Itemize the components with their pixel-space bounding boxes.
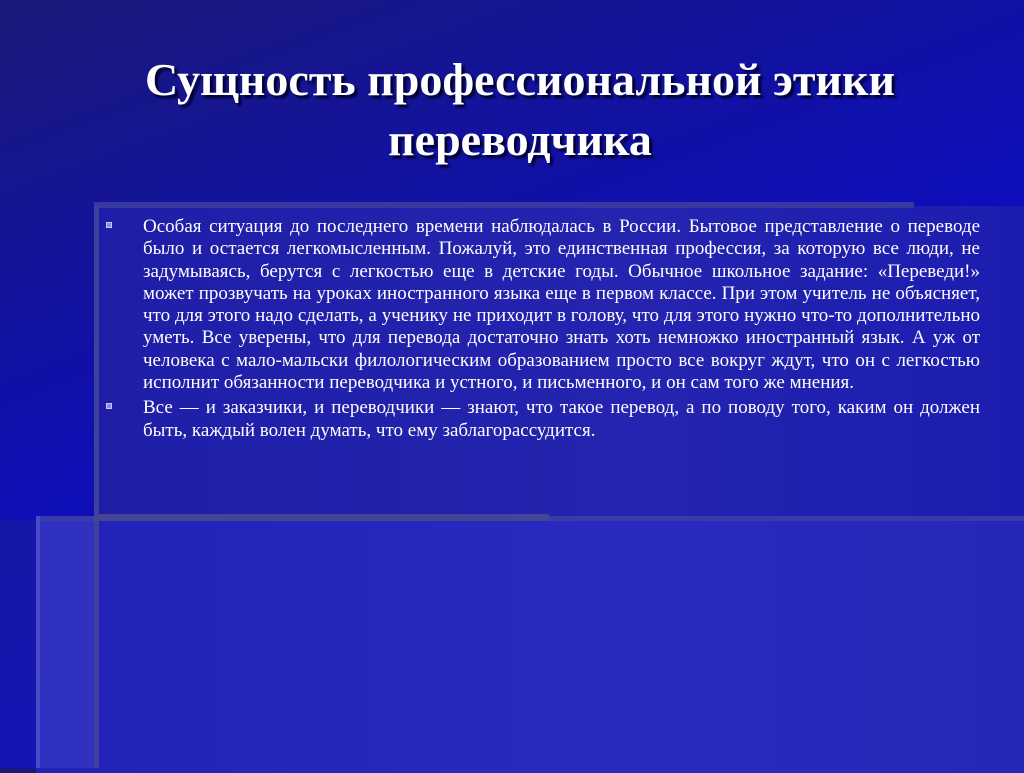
decorative-bottom-panel	[36, 516, 1024, 773]
decorative-top-bar	[94, 202, 914, 208]
slide-title: Сущность профессиональной этики переводчика	[144, 54, 895, 165]
bullet-square-icon	[104, 397, 143, 419]
bullet-item	[104, 216, 980, 394]
decorative-bottom-inner-strip	[40, 521, 95, 768]
bullet-item	[104, 397, 980, 442]
decorative-left-shade	[0, 520, 40, 768]
bullet-square-icon	[104, 216, 143, 238]
bullet-text: Все — и заказчики, и переводчики — знают, что такое перевод, а по поводу того, каким он должен быть, каждый волен думать, что ему заблагорассудится.	[143, 397, 980, 441]
bullet-text: Особая ситуация до последнего времени наблюдалась в России. Бытовое представление о переводе было и остается легкомысленным. Пожалуй, это единственная профессия, за которую все люди, не задумываясь, берутся с легкостью еще в детские годы. Обычное школьное задание: «Переведи!» может прозвучать на уроках иностранного языка еще в первом классе. При этом учитель не объясняет, что для этого надо сделать, а ученику не приходит в голову, что для этого нужно что-то дополнительно уметь. Все уверены, что для перевода достаточно знать хоть немножко иностранный язык. А уж от человека с мало-мальски филологическим образованием просто все вокруг ждут, что он с легкостью исполнит обязанности переводчика и устного, и письменного, и он сам того же мнения.	[143, 216, 980, 394]
slide-content	[104, 216, 980, 445]
decorative-middle-bar	[94, 514, 549, 521]
decorative-vertical-line	[94, 206, 99, 768]
